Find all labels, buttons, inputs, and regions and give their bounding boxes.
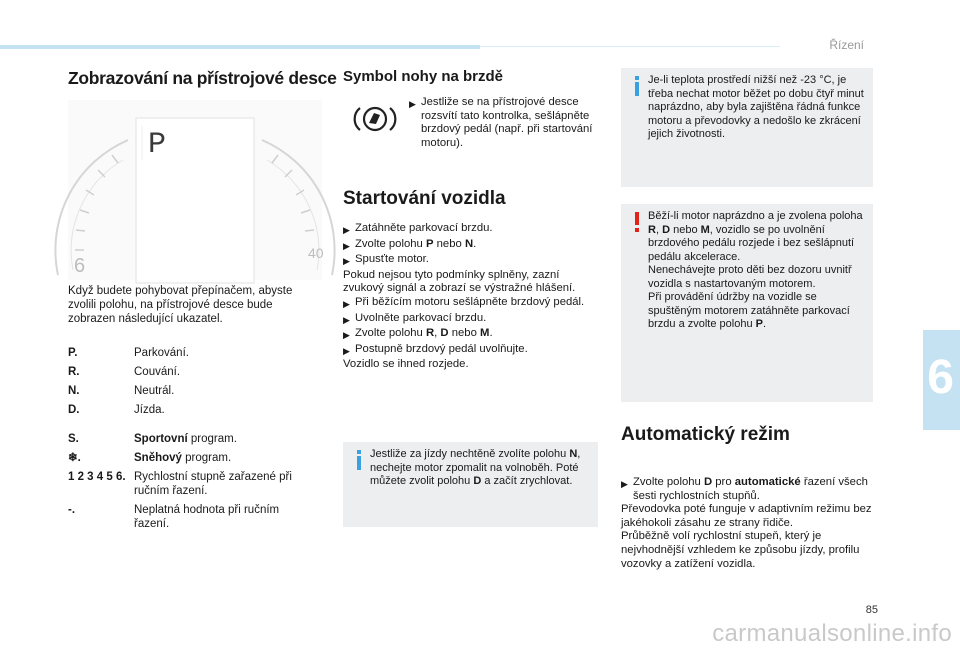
page-title: Zobrazování na přístrojové desce <box>68 68 337 88</box>
list-key: P. <box>68 347 78 359</box>
top-accent-bar <box>0 45 480 49</box>
page-number: 85 <box>865 604 878 616</box>
list-item <box>343 327 598 343</box>
list-value: program. <box>187 433 237 445</box>
list-key: N. <box>68 385 80 397</box>
bullet-icon: ▶ <box>343 240 350 251</box>
list-value: Neplatná hodnota při ručním řazení. <box>134 504 280 530</box>
list-item <box>68 384 316 398</box>
gear-indicator-text: P <box>148 128 167 162</box>
brake-warning-text <box>409 96 597 150</box>
list-value: Rychlostní stupně zařazené při ručním řazení. <box>134 471 292 497</box>
bullet-icon: ▶ <box>343 298 350 309</box>
bullet-icon: ▶ <box>409 99 416 109</box>
step-text: Uvolněte parkovací brzdu. <box>355 311 487 324</box>
list-key: -. <box>68 504 76 516</box>
bullet-icon: ▶ <box>621 479 628 489</box>
info-icon <box>631 76 643 96</box>
warning-icon <box>631 212 643 232</box>
warning-box <box>621 204 873 402</box>
brake-text: Jestliže se na přístrojové desce rozsvítí tato kontrolka, sešlápněte brzdový pedál (např. při startování motoru). <box>421 96 593 149</box>
list-item <box>343 343 598 359</box>
section-label: Řízení <box>829 38 864 52</box>
info-box-neutral <box>343 442 598 527</box>
auto-mode-text <box>621 476 876 571</box>
list-item <box>343 253 598 269</box>
step-text: Zatáhněte parkovací brzdu. <box>355 222 493 234</box>
step-text: Postupně brzdový pedál uvolňujte. <box>355 342 528 355</box>
list-value: Jízda. <box>134 404 165 416</box>
step-text: Zvolte polohu R, D nebo M. <box>355 327 493 340</box>
list-value-bold: Sněhový <box>134 452 182 464</box>
starting-heading: Startování vozidla <box>343 188 506 209</box>
info-text: Je-li teplota prostředí nižší než -23 °C, je třeba nechat motor běžet po dobu čtyř minut naprázdno, aby byla zajištěna řádná funkce motoru a převodovky a nedošlo ke zkrácení jejich životnosti. <box>648 74 864 140</box>
brake-symbol-heading: Symbol nohy na brzdě <box>343 68 504 85</box>
list-key: D. <box>68 404 80 416</box>
list-item <box>343 312 598 328</box>
list-value: Parkování. <box>134 347 189 359</box>
list-item <box>68 470 316 498</box>
paragraph: Převodovka poté funguje v adaptivním režimu bez jakéhokoli zásahu ze strany řidiče. <box>621 503 872 529</box>
left-gauge-number: 6 <box>74 255 86 277</box>
snowflake-icon: ❄. <box>68 452 81 464</box>
info-icon <box>353 450 365 470</box>
right-gauge-number: 40 <box>308 245 324 261</box>
list-value: program. <box>181 452 232 464</box>
auto-mode-heading: Automatický režim <box>621 424 790 445</box>
step-text: Při běžícím motoru sešlápněte brzdový pedál. <box>355 295 585 308</box>
list-value: Couvání. <box>134 366 181 378</box>
chapter-number: 6 <box>927 351 954 404</box>
watermark: carmanualsonline.info <box>712 620 952 647</box>
modes-list <box>68 432 316 536</box>
bullet-icon: ▶ <box>343 345 350 356</box>
list-key: R. <box>68 366 80 378</box>
list-key: S. <box>68 433 79 445</box>
positions-list <box>68 346 316 422</box>
dashboard-illustration <box>68 100 322 280</box>
list-value: Neutrál. <box>134 385 175 397</box>
list-item <box>68 432 316 446</box>
list-item <box>343 238 598 254</box>
starting-steps <box>343 222 598 372</box>
brake-foot-icon <box>352 104 398 134</box>
list-item <box>68 365 316 379</box>
step-text: Zvolte polohu P nebo N. <box>355 237 477 250</box>
info-box-temperature <box>621 68 873 187</box>
bullet-icon: ▶ <box>343 256 350 267</box>
info-text: Jestliže za jízdy nechtěně zvolíte polohu N, nechejte motor zpomalit na volnoběh. Poté můžete zvolit polohu D a začít zrychlovat. <box>370 448 581 487</box>
top-accent-line <box>480 46 780 47</box>
list-value-bold: Sportovní <box>134 433 188 445</box>
paragraph: Vozidlo se ihned rozjede. <box>343 358 469 371</box>
list-item <box>68 346 316 360</box>
dashboard-drawing <box>68 100 322 280</box>
warning-text: Běží-li motor naprázdno a je zvolena poloha R, D nebo M, vozidlo se po uvolnění brzdového pedálu rozjede i bez sešlápnutí pedálu akcelerace. Nenechávejte proto děti bez dozoru uvnitř vozidla s nastartovaným motorem. Při provádění údržby na vozidle se spuštěným motorem zatáhněte parkovací brzdu a zvolte polohu P. <box>648 210 863 330</box>
list-item <box>343 222 598 238</box>
list-item <box>621 476 876 503</box>
intro-paragraph: Když budete pohybovat přepínačem, abyste zvolili polohu, na přístrojové desce bude zobrazen následující ukazatel. <box>68 285 293 325</box>
bullet-icon: ▶ <box>343 314 350 325</box>
bullet-icon: ▶ <box>343 225 350 235</box>
list-item <box>68 403 316 417</box>
paragraph: Pokud nejsou tyto podmínky splněny, zazní zvukový signál a zobrazí se výstražné hlášení. <box>343 268 576 295</box>
step-text: Spusťte motor. <box>355 253 429 266</box>
list-item <box>343 296 598 312</box>
list-item <box>68 451 316 465</box>
step-text: Zvolte polohu D pro automatické řazení všech šesti rychlostních stupňů. <box>633 476 868 502</box>
list-item <box>68 503 316 531</box>
paragraph: Průběžně volí rychlostní stupeň, který je nejvhodnější vzhledem ke způsobu jízdy, profilu vozovky a zatížení vozidla. <box>621 530 860 570</box>
bullet-icon: ▶ <box>343 330 350 341</box>
list-key: 1 2 3 4 5 6. <box>68 471 126 483</box>
